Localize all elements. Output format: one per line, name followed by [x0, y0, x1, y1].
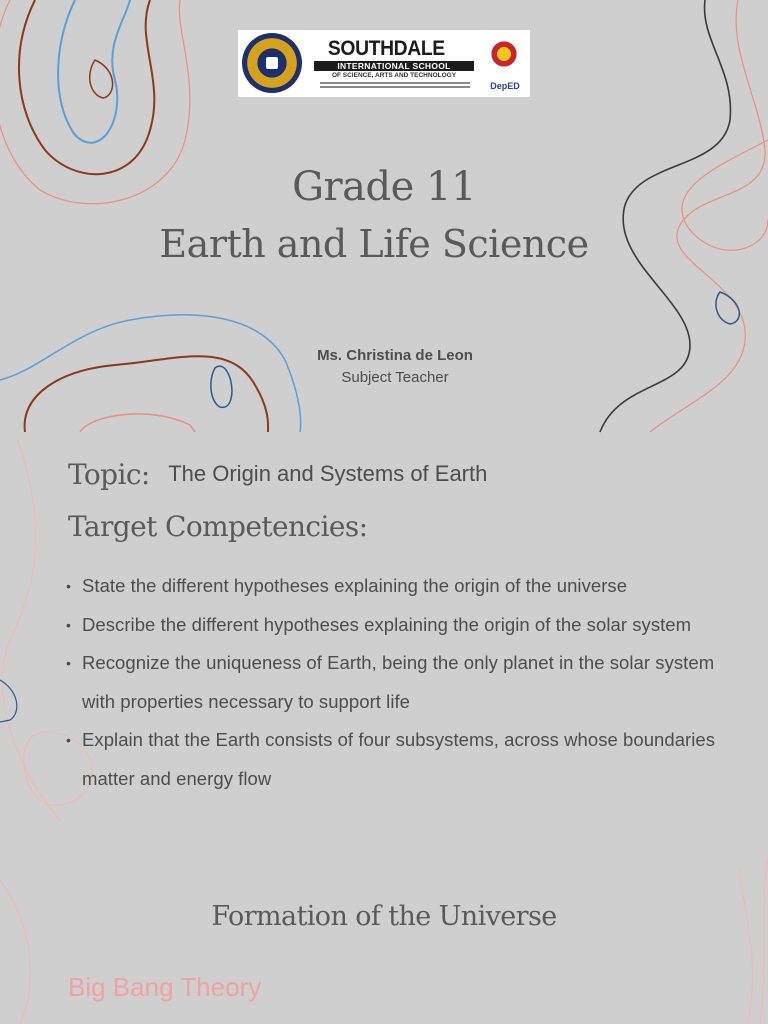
school-address-lines: [320, 82, 470, 90]
teacher-role: Subject Teacher: [341, 369, 449, 386]
grade-title: Grade 11: [292, 164, 476, 210]
deped-seal-icon: [482, 32, 526, 76]
contour-line: [740, 870, 753, 1024]
contour-line: [650, 0, 765, 432]
bullet-icon: •: [66, 616, 71, 633]
contour-line: [90, 60, 113, 98]
topic-value: The Origin and Systems of Earth: [168, 461, 488, 486]
competency-text: Recognize the uniqueness of Earth, being the only planet in the solar system with properties necessary to support life: [82, 652, 715, 712]
contour-line: [716, 292, 739, 324]
bullet-icon: •: [66, 578, 71, 594]
contour-line: [25, 356, 269, 432]
contour-line: [2, 440, 60, 820]
competency-list: [66, 567, 746, 798]
competencies-heading: Target Competencies:: [68, 510, 368, 543]
deped-logo: DepED: [490, 81, 520, 91]
subsection-heading: Big Bang Theory: [68, 972, 262, 1002]
competency-item: [66, 567, 746, 606]
bullet-icon: •: [66, 732, 71, 748]
competency-item: [66, 606, 746, 645]
school-logo-banner: [238, 30, 530, 97]
teacher-name: Ms. Christina de Leon: [317, 347, 473, 364]
contour-line: [80, 414, 195, 432]
school-tagline: OF SCIENCE, ARTS AND TECHNOLOGY: [331, 72, 457, 79]
school-name: SOUTHDALE: [327, 37, 445, 60]
contour-line: [600, 0, 730, 432]
topic-row: [68, 458, 487, 491]
subject-title: Earth and Life Science: [159, 222, 589, 266]
section-heading: Formation of the Universe: [211, 901, 557, 932]
contour-line: [19, 0, 154, 174]
competency-text: State the different hypotheses explaining the origin of the universe: [82, 575, 628, 596]
contour-line: [58, 0, 130, 143]
school-seal-icon: [242, 33, 302, 93]
competency-item: [66, 644, 746, 721]
competency-item: [66, 721, 746, 798]
topic-label: Topic:: [68, 458, 150, 491]
contour-line: [0, 680, 17, 722]
contour-line: [760, 860, 768, 1024]
school-subtitle: INTERNATIONAL SCHOOL: [314, 61, 474, 71]
competency-text: Explain that the Earth consists of four subsystems, across whose boundaries matter and energy flow: [82, 729, 716, 789]
bullet-icon: •: [66, 655, 71, 671]
competency-text: Describe the different hypotheses explaining the origin of the solar system: [82, 613, 692, 635]
